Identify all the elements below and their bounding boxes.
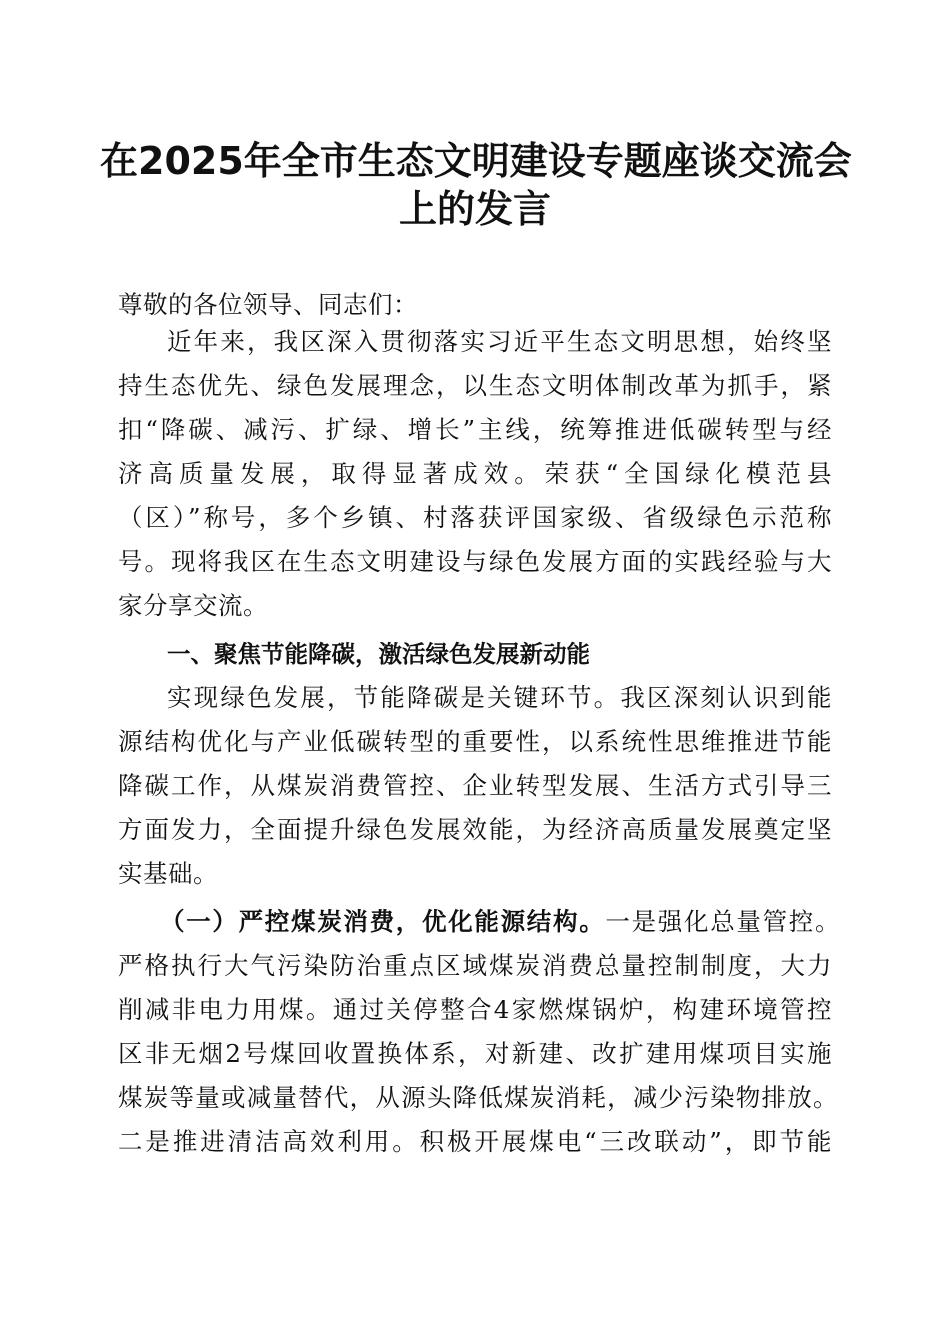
- intro-line: 持生态优先、绿色发展理念，以生态文明体制改革为抓手，紧: [118, 371, 832, 400]
- subsection-line: 煤炭等量或减量替代，从源头降低煤炭消耗，减少污染物排放。: [118, 1083, 838, 1112]
- document-title-line-1: 在2025年全市生态文明建设专题座谈交流会: [100, 139, 852, 183]
- section-line: 方面发力，全面提升绿色发展效能，为经济高质量发展奠定坚: [118, 815, 832, 844]
- intro-line: 号。现将我区在生态文明建设与绿色发展方面的实践经验与大: [118, 547, 832, 576]
- intro-line: 扣“降碳、减污、扩绿、增长”主线，统筹推进低碳转型与经: [118, 415, 832, 444]
- subsection-line: 区非无烟2号煤回收置换体系，对新建、改扩建用煤项目实施: [118, 1039, 832, 1068]
- intro-line: 近年来，我区深入贯彻落实习近平生态文明思想，始终坚: [167, 327, 832, 356]
- subsection-first-text: 一是强化总量管控。: [605, 907, 841, 936]
- subsection-line: 严格执行大气污染防治重点区域煤炭消费总量控制制度，大力: [118, 951, 832, 980]
- subsection-line: 削减非电力用煤。通过关停整合4家燃煤锅炉，构建环境管控: [118, 995, 832, 1024]
- section-line: 实基础。: [118, 859, 218, 888]
- section-line: 实现绿色发展，节能降碳是关键环节。我区深刻认识到能: [167, 683, 832, 712]
- intro-line: （区）”称号，多个乡镇、村落获评国家级、省级绿色示范称: [118, 503, 832, 532]
- section-line: 降碳工作，从煤炭消费管控、企业转型发展、生活方式引导三: [118, 771, 832, 800]
- subsection-line: 二是推进清洁高效利用。积极开展煤电“三改联动”，即节能: [118, 1127, 832, 1156]
- subsection-heading: （一）严控煤炭消费，优化能源结构。: [160, 907, 606, 936]
- intro-line: 家分享交流。: [118, 591, 268, 620]
- subsection-first-line: [160, 902, 840, 942]
- intro-line: 济高质量发展，取得显著成效。荣获“全国绿化模范县: [118, 459, 832, 488]
- document-title-line-2: 上的发言: [398, 187, 551, 231]
- salutation: 尊敬的各位领导、同志们：: [118, 290, 418, 319]
- section-heading: 一、聚焦节能降碳，激活绿色发展新动能: [167, 640, 590, 668]
- section-line: 源结构优化与产业低碳转型的重要性，以系统性思维推进节能: [118, 727, 832, 756]
